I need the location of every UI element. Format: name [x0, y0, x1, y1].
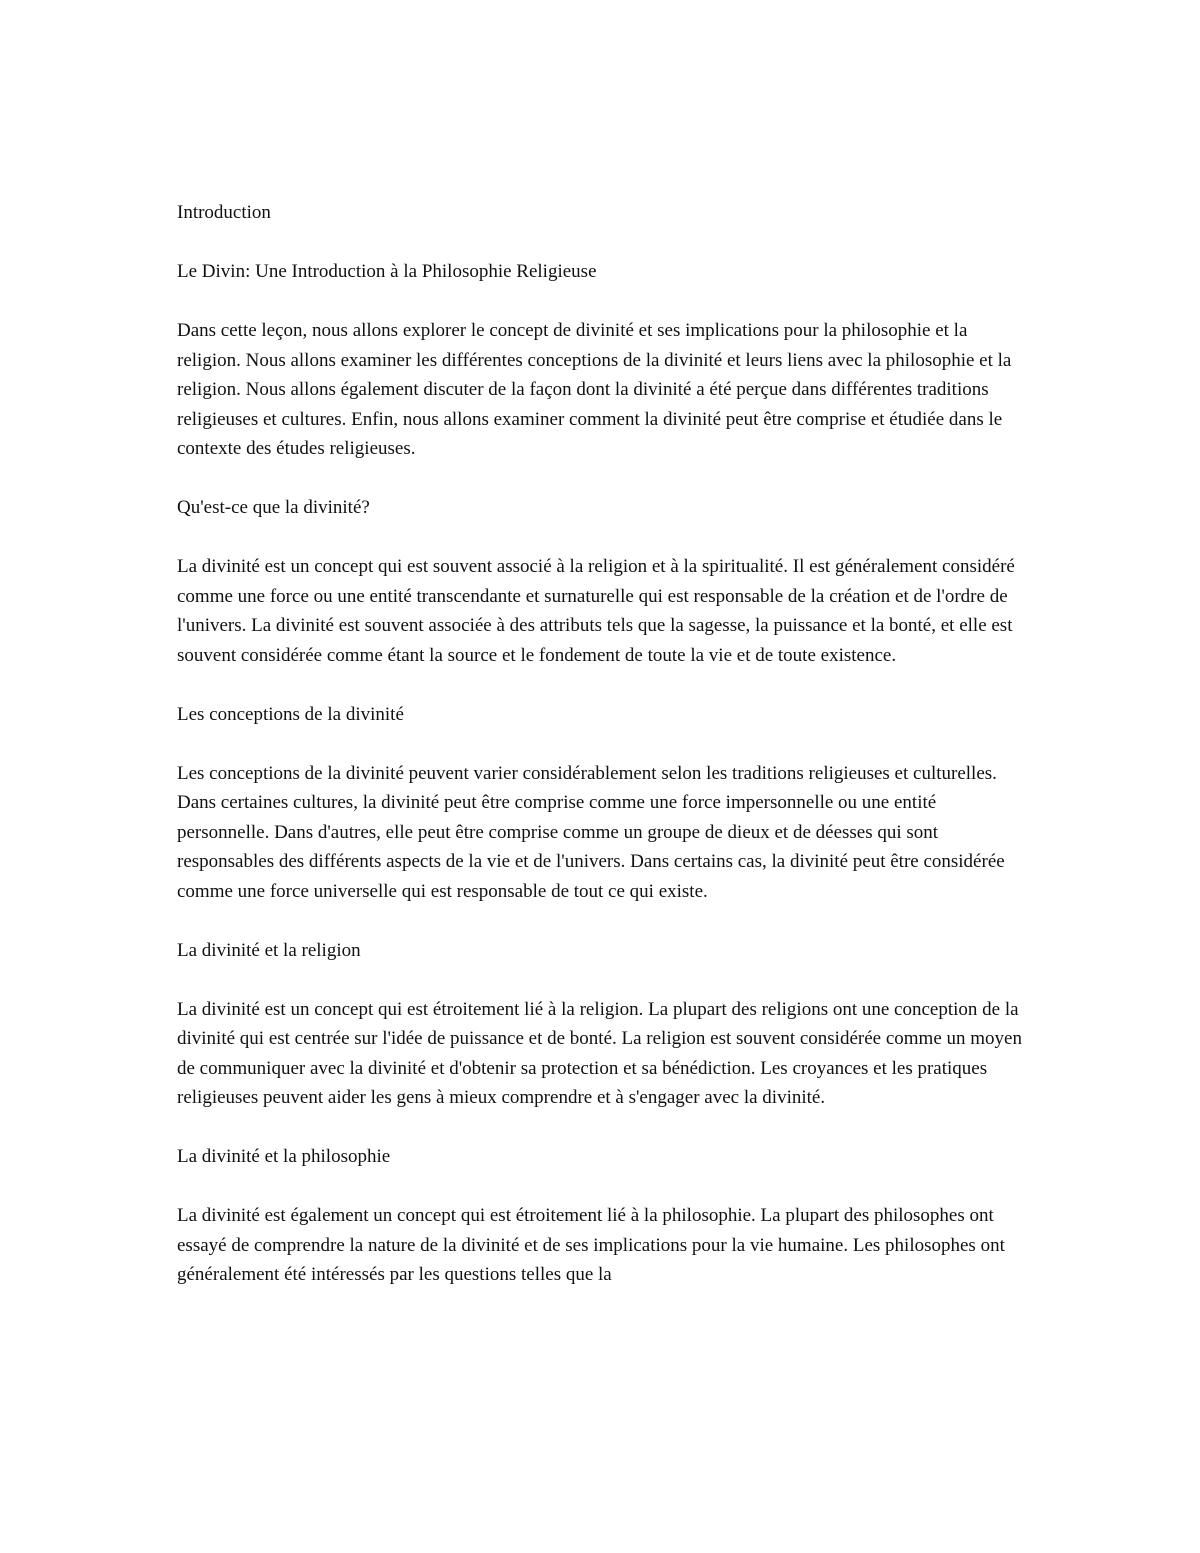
heading-conceptions: Les conceptions de la divinité — [177, 703, 404, 725]
paragraph-divinity-philosophy: La divinité est également un concept qui est étroitement lié à la philosophie. La plupart des philosophes ont essayé de comprendre la nature de la divinité et de ses implications pour la vie humaine. Les philosophes ont généralement été intéressés par les questions telles que la — [177, 1205, 1005, 1285]
paragraph-intro: Dans cette leçon, nous allons explorer le concept de divinité et ses implications pour la philosophie et la religion. Nous allons examiner les différentes conceptions de la divinité et leurs liens avec la philosophie et la religion. Nous allons également discuter de la façon dont la divinité a été perçue dans différentes traditions religieuses et cultures. Enfin, nous allons examiner comment la divinité peut être comprise et étudiée dans le contexte des études religieuses. — [177, 320, 1012, 459]
paragraph-divinity-religion: La divinité est un concept qui est étroitement lié à la religion. La plupart des religions ont une conception de la divinité qui est centrée sur l'idée de puissance et de bonté. La religion est souvent considérée comme un moyen de communiquer avec la divinité et d'obtenir sa protection et sa bénédiction. Les croyances et les pratiques religieuses peuvent aider les gens à mieux comprendre et à s'engager avec la divinité. — [177, 998, 1022, 1108]
heading-what-is-divinity: Qu'est-ce que la divinité? — [177, 497, 370, 518]
heading-divinity-philosophy: La divinité et la philosophie — [177, 1146, 391, 1167]
paragraph-what-is-divinity: La divinité est un concept qui est souvent associé à la religion et à la spiritualité. Il est généralement considéré comme une force ou une entité transcendante et surnaturelle qui est responsable de la création et de l'ordre de l'univers. La divinité est souvent associée à des attributs tels que la sagesse, la puissance et la bonté, et elle est souvent considérée comme étant la source et le fondement de toute la vie et de toute existence. — [177, 556, 1015, 666]
paragraph-conceptions: Les conceptions de la divinité peuvent varier considérablement selon les traditions religieuses et culturelles. Dans certaines cultures, la divinité peut être comprise comme une force impersonnelle ou une entité personnelle. Dans d'autres, elle peut être comprise comme un groupe de dieux et de déesses qui sont responsables des différents aspects de la vie et de l'univers. Dans certains cas, la divinité peut être considérée comme une force universelle qui est responsable de tout ce qui existe. — [177, 762, 1005, 902]
document-body — [177, 198, 1027, 1290]
heading-introduction: Introduction — [177, 202, 271, 223]
heading-divinity-religion: La divinité et la religion — [177, 939, 361, 961]
document-title: Le Divin: Une Introduction à la Philosophie Religieuse — [177, 261, 597, 282]
